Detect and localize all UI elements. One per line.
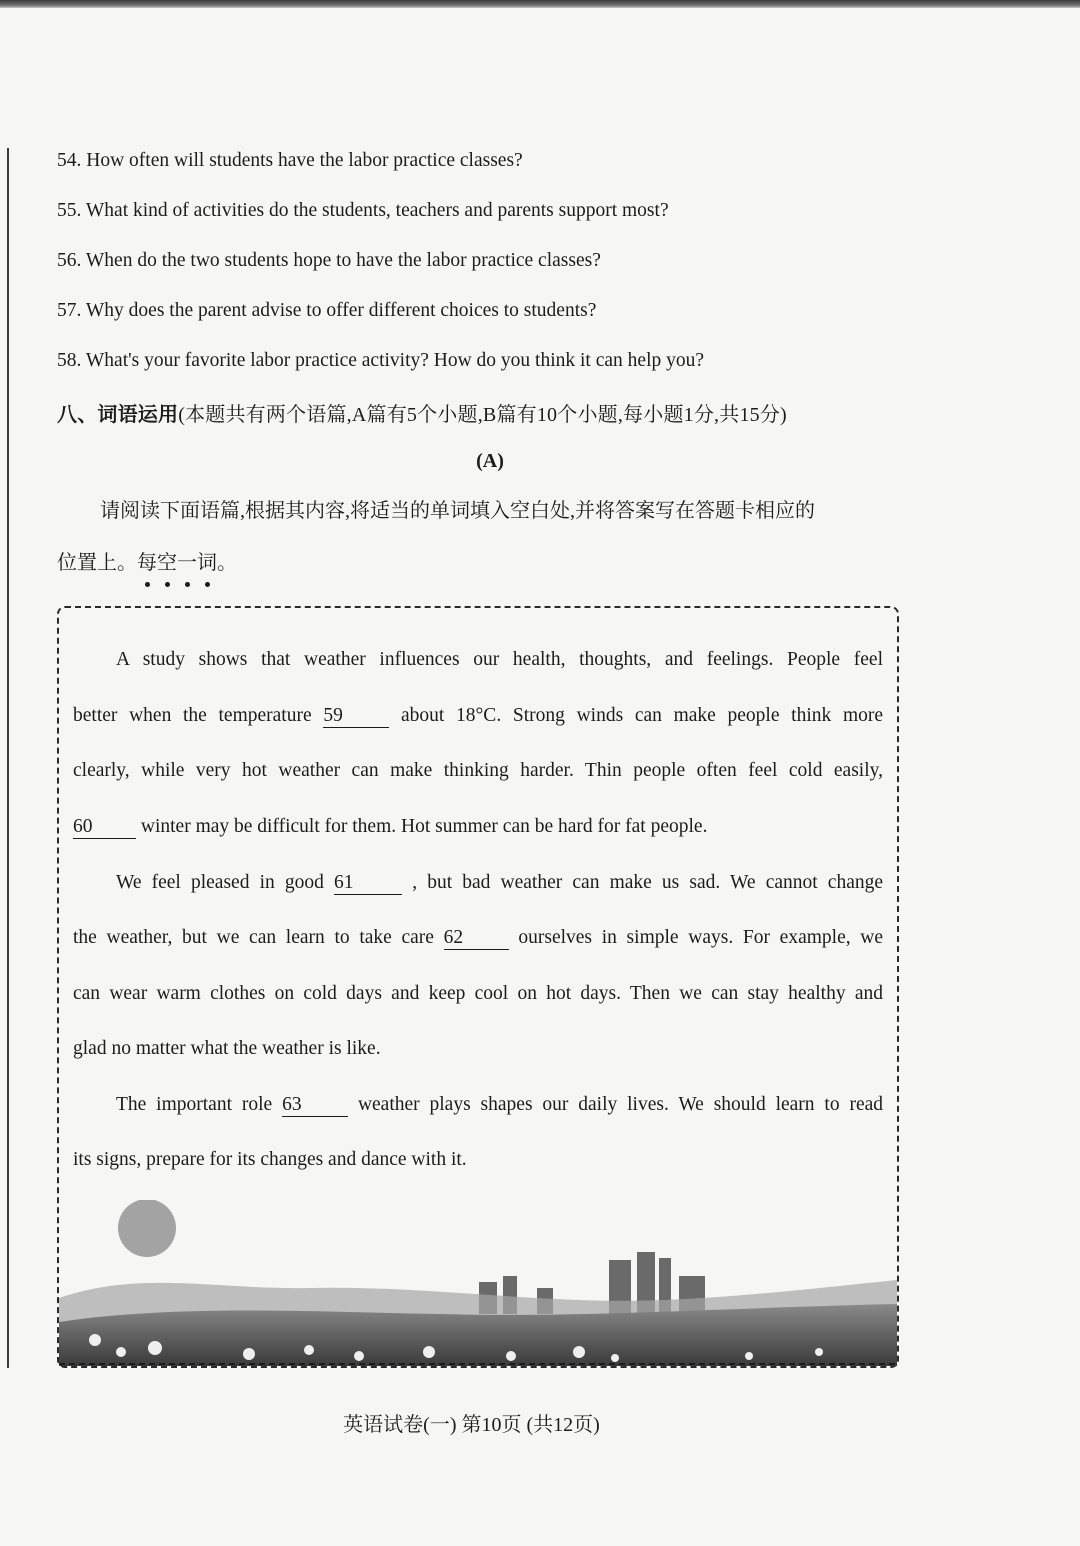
- blank-60[interactable]: 60: [73, 816, 136, 839]
- question-58: 58. What's your favorite labor practice activity? How do you think it can help you?: [57, 350, 705, 371]
- part-a-label: (A): [476, 450, 504, 472]
- passage-line: its signs, prepare for its changes and dance with it.: [73, 1149, 467, 1170]
- passage-line: 60 winter may be difficult for them. Hot summer can be hard for fat people.: [73, 816, 708, 837]
- passage-line: the weather, but we can learn to take care 62 ourselves in simple ways. For example, we: [73, 927, 884, 948]
- sun-icon: [118, 1200, 176, 1257]
- blank-62[interactable]: 62: [444, 927, 509, 950]
- passage-line: clearly, while very hot weather can make thinking harder. Thin people often feel cold easily,: [73, 760, 883, 781]
- blank-61[interactable]: 61: [334, 872, 402, 895]
- page-footer: 英语试卷(一) 第10页 (共12页): [343, 1414, 600, 1436]
- blank-59[interactable]: 59: [323, 705, 389, 728]
- section-heading: 八、词语运用(本题共有两个语篇,A篇有5个小题,B篇有10个小题,每小题1分,共15分): [57, 404, 787, 426]
- passage-line: A study shows that weather influences our health, thoughts, and feelings. People feel: [116, 649, 883, 670]
- question-54: 54. How often will students have the labor practice classes?: [57, 150, 523, 171]
- instruction-line-2: 位置上。每空一词。: [57, 552, 237, 574]
- scan-top-edge: [0, 0, 1080, 8]
- emphasized-text: [137, 552, 217, 574]
- question-56: 56. When do the two students hope to have the labor practice classes?: [57, 250, 601, 271]
- emphasis-char: 空: [157, 552, 177, 574]
- passage-line: can wear warm clothes on cold days and keep cool on hot days. Then we can stay healthy and: [73, 983, 883, 1004]
- blank-63[interactable]: 63: [282, 1094, 348, 1117]
- instruction-line-1: 请阅读下面语篇,根据其内容,将适当的单词填入空白处,并将答案写在答题卡相应的: [100, 500, 815, 522]
- binding-margin-line: [7, 148, 9, 1368]
- question-57: 57. Why does the parent advise to offer different choices to students?: [57, 300, 597, 321]
- passage-line: The important role 63 weather plays shapes our daily lives. We should learn to read: [116, 1094, 884, 1115]
- passage-line: glad no matter what the weather is like.: [73, 1038, 381, 1059]
- passage-line: better when the temperature 59 about 18°C. Strong winds can make people think more: [73, 705, 884, 726]
- emphasis-char: 词: [197, 552, 217, 574]
- passage-line: We feel pleased in good 61 , but bad weather can make us sad. We cannot change: [116, 872, 884, 893]
- question-55: 55. What kind of activities do the students, teachers and parents support most?: [57, 200, 669, 221]
- landscape-illustration: [59, 1200, 897, 1366]
- emphasis-char: 每: [137, 552, 157, 574]
- emphasis-char: 一: [177, 552, 197, 574]
